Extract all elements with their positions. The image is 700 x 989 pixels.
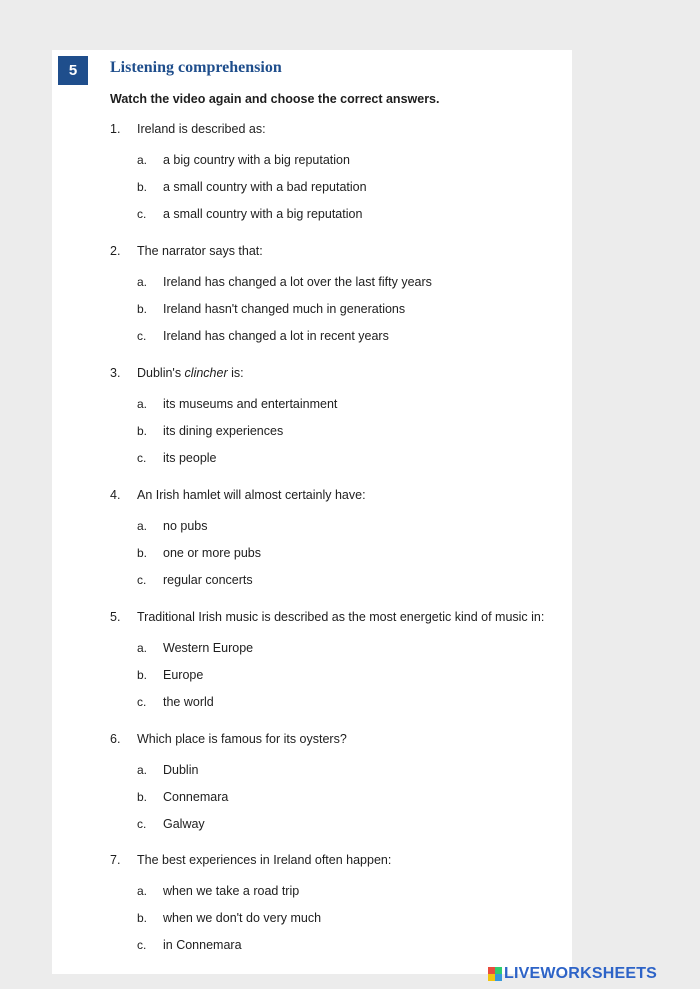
option-text[interactable]: one or more pubs xyxy=(163,546,261,560)
question-2 xyxy=(0,244,700,264)
question-5 xyxy=(0,610,700,630)
option-1c[interactable] xyxy=(0,207,700,225)
option-7b[interactable] xyxy=(0,911,700,929)
option-7a[interactable] xyxy=(0,884,700,902)
question-number: 1. xyxy=(110,122,121,136)
question-7 xyxy=(0,853,700,873)
option-text[interactable]: a small country with a bad reputation xyxy=(163,180,367,194)
option-2a[interactable] xyxy=(0,275,700,293)
option-letter: b. xyxy=(137,546,148,560)
option-text[interactable]: Ireland has changed a lot over the last fifty years xyxy=(163,275,432,289)
question-number: 2. xyxy=(110,244,121,258)
option-letter: b. xyxy=(137,668,148,682)
emphasized-term: clincher xyxy=(184,366,228,380)
option-7c[interactable] xyxy=(0,938,700,956)
question-text: The best experiences in Ireland often happen: xyxy=(137,853,392,867)
question-number: 5. xyxy=(110,610,121,624)
question-6 xyxy=(0,732,700,752)
question-number: 3. xyxy=(110,366,121,380)
option-letter: b. xyxy=(137,180,148,194)
option-letter: b. xyxy=(137,424,148,438)
option-text[interactable]: when we take a road trip xyxy=(163,884,300,898)
option-text[interactable]: Ireland has changed a lot in recent years xyxy=(163,329,389,343)
option-text[interactable]: Europe xyxy=(163,668,204,682)
option-3b[interactable] xyxy=(0,424,700,442)
question-4 xyxy=(0,488,700,508)
option-letter: c. xyxy=(137,938,147,952)
option-4c[interactable] xyxy=(0,573,700,591)
option-letter: c. xyxy=(137,207,147,221)
option-text[interactable]: Connemara xyxy=(163,790,229,804)
option-4b[interactable] xyxy=(0,546,700,564)
option-text[interactable]: its people xyxy=(163,451,217,465)
option-letter: a. xyxy=(137,153,148,167)
option-text[interactable]: a small country with a big reputation xyxy=(163,207,363,221)
option-letter: c. xyxy=(137,817,147,831)
option-5c[interactable] xyxy=(0,695,700,713)
liveworksheets-watermark[interactable] xyxy=(488,965,657,983)
option-letter: b. xyxy=(137,911,148,925)
option-text[interactable]: Ireland hasn't changed much in generations xyxy=(163,302,406,316)
option-5b[interactable] xyxy=(0,668,700,686)
option-2b[interactable] xyxy=(0,302,700,320)
option-letter: b. xyxy=(137,302,148,316)
option-3a[interactable] xyxy=(0,397,700,415)
option-letter: a. xyxy=(137,397,148,411)
option-text[interactable]: its museums and entertainment xyxy=(163,397,338,411)
question-text: The narrator says that: xyxy=(137,244,263,258)
option-6b[interactable] xyxy=(0,790,700,808)
question-3 xyxy=(0,366,700,386)
question-number: 4. xyxy=(110,488,121,502)
option-1b[interactable] xyxy=(0,180,700,198)
option-text[interactable]: its dining experiences xyxy=(163,424,284,438)
option-text[interactable]: Western Europe xyxy=(163,641,254,655)
option-letter: c. xyxy=(137,573,147,587)
option-letter: c. xyxy=(137,695,147,709)
liveworksheets-logo-icon xyxy=(488,967,502,981)
option-text[interactable]: when we don't do very much xyxy=(163,911,322,925)
option-text[interactable]: Galway xyxy=(163,817,205,831)
option-text[interactable]: in Connemara xyxy=(163,938,242,952)
instructions-text: Watch the video again and choose the correct answers. xyxy=(110,92,440,106)
section-number-badge: 5 xyxy=(58,56,88,85)
liveworksheets-wordmark: LIVEWORKSHEETS xyxy=(504,965,658,982)
question-text: Dublin's clincher is: xyxy=(137,366,244,380)
option-1a[interactable] xyxy=(0,153,700,171)
option-letter: b. xyxy=(137,790,148,804)
option-letter: c. xyxy=(137,329,147,343)
option-letter: a. xyxy=(137,275,148,289)
option-5a[interactable] xyxy=(0,641,700,659)
option-6c[interactable] xyxy=(0,817,700,835)
option-letter: a. xyxy=(137,519,148,533)
option-letter: a. xyxy=(137,641,148,655)
option-letter: c. xyxy=(137,451,147,465)
option-3c[interactable] xyxy=(0,451,700,469)
option-text[interactable]: Dublin xyxy=(163,763,199,777)
option-text[interactable]: a big country with a big reputation xyxy=(163,153,350,167)
option-text[interactable]: regular concerts xyxy=(163,573,253,587)
question-text: Ireland is described as: xyxy=(137,122,266,136)
question-number: 6. xyxy=(110,732,121,746)
option-6a[interactable] xyxy=(0,763,700,781)
option-letter: a. xyxy=(137,763,148,777)
question-1 xyxy=(0,122,700,142)
question-text: An Irish hamlet will almost certainly have: xyxy=(137,488,366,502)
option-text[interactable]: no pubs xyxy=(163,519,208,533)
option-2c[interactable] xyxy=(0,329,700,347)
question-number: 7. xyxy=(110,853,121,867)
option-4a[interactable] xyxy=(0,519,700,537)
option-letter: a. xyxy=(137,884,148,898)
option-text[interactable]: the world xyxy=(163,695,214,709)
question-text: Which place is famous for its oysters? xyxy=(137,732,347,746)
section-title: Listening comprehension xyxy=(110,59,282,76)
question-text: Traditional Irish music is described as the most energetic kind of music in: xyxy=(137,610,545,624)
